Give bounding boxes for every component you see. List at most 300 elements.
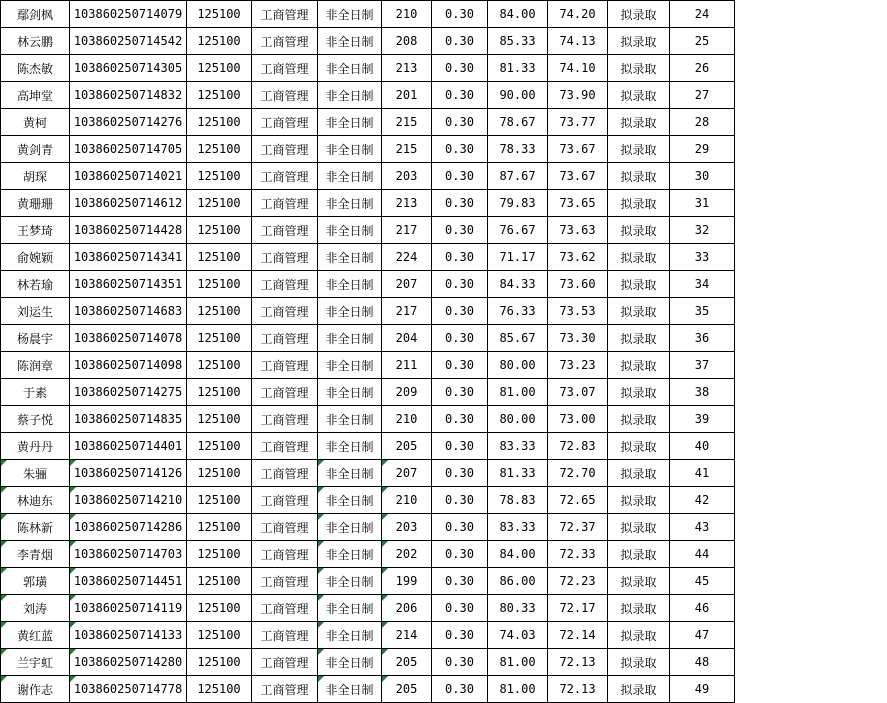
cell-weight[interactable]	[432, 676, 488, 703]
cell-study-mode[interactable]	[318, 460, 382, 487]
cell-study-mode[interactable]	[318, 595, 382, 622]
cell-prelim-score[interactable]	[382, 460, 432, 487]
cell-status[interactable]	[608, 406, 670, 433]
cell-status[interactable]	[608, 622, 670, 649]
cell-study-mode[interactable]	[318, 406, 382, 433]
cell-total-score[interactable]	[548, 622, 608, 649]
cell-name[interactable]	[1, 136, 70, 163]
cell-prelim-score[interactable]	[382, 271, 432, 298]
cell-status[interactable]	[608, 136, 670, 163]
cell-name[interactable]	[1, 406, 70, 433]
cell-study-mode[interactable]	[318, 109, 382, 136]
cell-interview-score[interactable]	[488, 28, 548, 55]
cell-interview-score[interactable]	[488, 55, 548, 82]
cell-rank[interactable]	[670, 649, 735, 676]
cell-total-score[interactable]	[548, 352, 608, 379]
table-row[interactable]	[1, 676, 735, 703]
cell-exam-id[interactable]	[70, 109, 187, 136]
cell-interview-score[interactable]	[488, 109, 548, 136]
cell-weight[interactable]	[432, 514, 488, 541]
cell-status[interactable]	[608, 190, 670, 217]
cell-status[interactable]	[608, 676, 670, 703]
cell-prelim-score[interactable]	[382, 379, 432, 406]
table-row[interactable]	[1, 82, 735, 109]
cell-total-score[interactable]	[548, 190, 608, 217]
cell-interview-score[interactable]	[488, 163, 548, 190]
cell-name[interactable]	[1, 622, 70, 649]
cell-major-code[interactable]	[187, 244, 252, 271]
cell-prelim-score[interactable]	[382, 136, 432, 163]
cell-study-mode[interactable]	[318, 487, 382, 514]
cell-exam-id[interactable]	[70, 649, 187, 676]
cell-weight[interactable]	[432, 136, 488, 163]
cell-major[interactable]	[252, 352, 318, 379]
cell-major-code[interactable]	[187, 217, 252, 244]
cell-exam-id[interactable]	[70, 325, 187, 352]
cell-study-mode[interactable]	[318, 352, 382, 379]
cell-major-code[interactable]	[187, 28, 252, 55]
cell-major[interactable]	[252, 622, 318, 649]
cell-status[interactable]	[608, 109, 670, 136]
cell-interview-score[interactable]	[488, 622, 548, 649]
cell-weight[interactable]	[432, 1, 488, 28]
cell-prelim-score[interactable]	[382, 595, 432, 622]
cell-major-code[interactable]	[187, 406, 252, 433]
cell-weight[interactable]	[432, 649, 488, 676]
cell-name[interactable]	[1, 460, 70, 487]
cell-exam-id[interactable]	[70, 298, 187, 325]
cell-total-score[interactable]	[548, 595, 608, 622]
cell-major-code[interactable]	[187, 541, 252, 568]
cell-name[interactable]	[1, 649, 70, 676]
cell-major[interactable]	[252, 649, 318, 676]
cell-major-code[interactable]	[187, 676, 252, 703]
cell-prelim-score[interactable]	[382, 568, 432, 595]
cell-rank[interactable]	[670, 487, 735, 514]
cell-status[interactable]	[608, 55, 670, 82]
cell-prelim-score[interactable]	[382, 514, 432, 541]
cell-status[interactable]	[608, 379, 670, 406]
cell-prelim-score[interactable]	[382, 55, 432, 82]
cell-exam-id[interactable]	[70, 1, 187, 28]
table-row[interactable]	[1, 433, 735, 460]
cell-major-code[interactable]	[187, 109, 252, 136]
cell-major-code[interactable]	[187, 325, 252, 352]
cell-study-mode[interactable]	[318, 676, 382, 703]
cell-weight[interactable]	[432, 325, 488, 352]
cell-status[interactable]	[608, 514, 670, 541]
cell-prelim-score[interactable]	[382, 163, 432, 190]
cell-exam-id[interactable]	[70, 487, 187, 514]
cell-total-score[interactable]	[548, 271, 608, 298]
table-row[interactable]	[1, 568, 735, 595]
cell-major[interactable]	[252, 487, 318, 514]
table-row[interactable]	[1, 271, 735, 298]
cell-interview-score[interactable]	[488, 514, 548, 541]
table-row[interactable]	[1, 109, 735, 136]
cell-study-mode[interactable]	[318, 568, 382, 595]
cell-study-mode[interactable]	[318, 622, 382, 649]
cell-total-score[interactable]	[548, 163, 608, 190]
table-row[interactable]	[1, 406, 735, 433]
table-row[interactable]	[1, 244, 735, 271]
cell-major[interactable]	[252, 109, 318, 136]
cell-total-score[interactable]	[548, 649, 608, 676]
cell-status[interactable]	[608, 1, 670, 28]
cell-name[interactable]	[1, 217, 70, 244]
cell-interview-score[interactable]	[488, 136, 548, 163]
cell-study-mode[interactable]	[318, 1, 382, 28]
cell-weight[interactable]	[432, 622, 488, 649]
cell-interview-score[interactable]	[488, 352, 548, 379]
cell-major-code[interactable]	[187, 649, 252, 676]
cell-name[interactable]	[1, 568, 70, 595]
cell-name[interactable]	[1, 676, 70, 703]
cell-status[interactable]	[608, 487, 670, 514]
cell-name[interactable]	[1, 433, 70, 460]
cell-major[interactable]	[252, 163, 318, 190]
table-row[interactable]	[1, 190, 735, 217]
cell-exam-id[interactable]	[70, 676, 187, 703]
cell-exam-id[interactable]	[70, 460, 187, 487]
cell-prelim-score[interactable]	[382, 676, 432, 703]
cell-prelim-score[interactable]	[382, 352, 432, 379]
cell-prelim-score[interactable]	[382, 325, 432, 352]
cell-weight[interactable]	[432, 487, 488, 514]
cell-weight[interactable]	[432, 271, 488, 298]
cell-name[interactable]	[1, 244, 70, 271]
cell-total-score[interactable]	[548, 541, 608, 568]
cell-exam-id[interactable]	[70, 217, 187, 244]
cell-name[interactable]	[1, 82, 70, 109]
cell-interview-score[interactable]	[488, 433, 548, 460]
cell-total-score[interactable]	[548, 109, 608, 136]
cell-weight[interactable]	[432, 82, 488, 109]
table-row[interactable]	[1, 217, 735, 244]
cell-status[interactable]	[608, 649, 670, 676]
table-row[interactable]	[1, 136, 735, 163]
cell-study-mode[interactable]	[318, 433, 382, 460]
cell-status[interactable]	[608, 325, 670, 352]
cell-interview-score[interactable]	[488, 190, 548, 217]
table-row[interactable]	[1, 460, 735, 487]
cell-total-score[interactable]	[548, 82, 608, 109]
cell-major[interactable]	[252, 55, 318, 82]
cell-status[interactable]	[608, 244, 670, 271]
cell-name[interactable]	[1, 325, 70, 352]
cell-interview-score[interactable]	[488, 82, 548, 109]
cell-total-score[interactable]	[548, 514, 608, 541]
cell-interview-score[interactable]	[488, 244, 548, 271]
cell-status[interactable]	[608, 595, 670, 622]
cell-status[interactable]	[608, 433, 670, 460]
cell-exam-id[interactable]	[70, 244, 187, 271]
table-row[interactable]	[1, 163, 735, 190]
cell-rank[interactable]	[670, 622, 735, 649]
cell-status[interactable]	[608, 82, 670, 109]
table-row[interactable]	[1, 649, 735, 676]
cell-total-score[interactable]	[548, 487, 608, 514]
cell-interview-score[interactable]	[488, 649, 548, 676]
cell-total-score[interactable]	[548, 244, 608, 271]
table-row[interactable]	[1, 541, 735, 568]
table-row[interactable]	[1, 298, 735, 325]
cell-major[interactable]	[252, 433, 318, 460]
cell-weight[interactable]	[432, 568, 488, 595]
cell-major-code[interactable]	[187, 487, 252, 514]
cell-name[interactable]	[1, 190, 70, 217]
cell-prelim-score[interactable]	[382, 622, 432, 649]
cell-exam-id[interactable]	[70, 622, 187, 649]
cell-name[interactable]	[1, 595, 70, 622]
cell-weight[interactable]	[432, 433, 488, 460]
cell-name[interactable]	[1, 28, 70, 55]
cell-rank[interactable]	[670, 379, 735, 406]
cell-exam-id[interactable]	[70, 433, 187, 460]
cell-major-code[interactable]	[187, 379, 252, 406]
cell-weight[interactable]	[432, 28, 488, 55]
cell-major-code[interactable]	[187, 163, 252, 190]
table-row[interactable]	[1, 487, 735, 514]
cell-weight[interactable]	[432, 190, 488, 217]
table-row[interactable]	[1, 1, 735, 28]
cell-exam-id[interactable]	[70, 568, 187, 595]
cell-major[interactable]	[252, 217, 318, 244]
cell-major[interactable]	[252, 28, 318, 55]
cell-weight[interactable]	[432, 298, 488, 325]
cell-status[interactable]	[608, 217, 670, 244]
cell-study-mode[interactable]	[318, 649, 382, 676]
cell-study-mode[interactable]	[318, 514, 382, 541]
cell-study-mode[interactable]	[318, 271, 382, 298]
cell-name[interactable]	[1, 487, 70, 514]
cell-weight[interactable]	[432, 217, 488, 244]
cell-rank[interactable]	[670, 568, 735, 595]
cell-interview-score[interactable]	[488, 595, 548, 622]
cell-weight[interactable]	[432, 244, 488, 271]
cell-major[interactable]	[252, 298, 318, 325]
cell-name[interactable]	[1, 109, 70, 136]
cell-prelim-score[interactable]	[382, 487, 432, 514]
cell-major-code[interactable]	[187, 460, 252, 487]
cell-rank[interactable]	[670, 541, 735, 568]
cell-total-score[interactable]	[548, 325, 608, 352]
cell-interview-score[interactable]	[488, 379, 548, 406]
cell-major[interactable]	[252, 379, 318, 406]
cell-rank[interactable]	[670, 163, 735, 190]
cell-prelim-score[interactable]	[382, 541, 432, 568]
cell-name[interactable]	[1, 55, 70, 82]
cell-major-code[interactable]	[187, 136, 252, 163]
cell-exam-id[interactable]	[70, 271, 187, 298]
cell-prelim-score[interactable]	[382, 190, 432, 217]
cell-major-code[interactable]	[187, 298, 252, 325]
cell-total-score[interactable]	[548, 568, 608, 595]
cell-total-score[interactable]	[548, 298, 608, 325]
cell-weight[interactable]	[432, 406, 488, 433]
cell-status[interactable]	[608, 460, 670, 487]
cell-rank[interactable]	[670, 406, 735, 433]
cell-study-mode[interactable]	[318, 298, 382, 325]
cell-major[interactable]	[252, 514, 318, 541]
cell-rank[interactable]	[670, 190, 735, 217]
cell-rank[interactable]	[670, 514, 735, 541]
cell-rank[interactable]	[670, 271, 735, 298]
cell-interview-score[interactable]	[488, 406, 548, 433]
cell-major-code[interactable]	[187, 271, 252, 298]
cell-total-score[interactable]	[548, 28, 608, 55]
cell-interview-score[interactable]	[488, 487, 548, 514]
cell-study-mode[interactable]	[318, 244, 382, 271]
cell-exam-id[interactable]	[70, 514, 187, 541]
cell-major[interactable]	[252, 190, 318, 217]
cell-total-score[interactable]	[548, 676, 608, 703]
cell-major[interactable]	[252, 406, 318, 433]
cell-weight[interactable]	[432, 595, 488, 622]
cell-total-score[interactable]	[548, 460, 608, 487]
table-row[interactable]	[1, 379, 735, 406]
cell-study-mode[interactable]	[318, 325, 382, 352]
cell-prelim-score[interactable]	[382, 28, 432, 55]
cell-name[interactable]	[1, 1, 70, 28]
cell-exam-id[interactable]	[70, 28, 187, 55]
cell-exam-id[interactable]	[70, 406, 187, 433]
cell-prelim-score[interactable]	[382, 244, 432, 271]
cell-rank[interactable]	[670, 136, 735, 163]
cell-name[interactable]	[1, 163, 70, 190]
cell-major-code[interactable]	[187, 514, 252, 541]
cell-prelim-score[interactable]	[382, 109, 432, 136]
cell-major-code[interactable]	[187, 55, 252, 82]
cell-prelim-score[interactable]	[382, 298, 432, 325]
table-row[interactable]	[1, 595, 735, 622]
cell-total-score[interactable]	[548, 217, 608, 244]
cell-study-mode[interactable]	[318, 163, 382, 190]
cell-rank[interactable]	[670, 28, 735, 55]
cell-name[interactable]	[1, 379, 70, 406]
cell-weight[interactable]	[432, 55, 488, 82]
cell-total-score[interactable]	[548, 55, 608, 82]
cell-major[interactable]	[252, 460, 318, 487]
cell-major[interactable]	[252, 244, 318, 271]
cell-exam-id[interactable]	[70, 352, 187, 379]
cell-exam-id[interactable]	[70, 541, 187, 568]
cell-exam-id[interactable]	[70, 595, 187, 622]
cell-status[interactable]	[608, 298, 670, 325]
cell-status[interactable]	[608, 568, 670, 595]
cell-prelim-score[interactable]	[382, 82, 432, 109]
table-row[interactable]	[1, 55, 735, 82]
cell-major[interactable]	[252, 595, 318, 622]
cell-prelim-score[interactable]	[382, 433, 432, 460]
cell-major-code[interactable]	[187, 622, 252, 649]
cell-name[interactable]	[1, 352, 70, 379]
cell-interview-score[interactable]	[488, 541, 548, 568]
table-row[interactable]	[1, 622, 735, 649]
table-row[interactable]	[1, 28, 735, 55]
cell-status[interactable]	[608, 541, 670, 568]
cell-name[interactable]	[1, 514, 70, 541]
cell-study-mode[interactable]	[318, 28, 382, 55]
cell-major[interactable]	[252, 541, 318, 568]
cell-weight[interactable]	[432, 541, 488, 568]
cell-study-mode[interactable]	[318, 379, 382, 406]
cell-major-code[interactable]	[187, 595, 252, 622]
cell-interview-score[interactable]	[488, 676, 548, 703]
cell-major-code[interactable]	[187, 352, 252, 379]
cell-major-code[interactable]	[187, 568, 252, 595]
cell-rank[interactable]	[670, 325, 735, 352]
cell-status[interactable]	[608, 163, 670, 190]
cell-name[interactable]	[1, 271, 70, 298]
cell-study-mode[interactable]	[318, 190, 382, 217]
cell-rank[interactable]	[670, 595, 735, 622]
cell-study-mode[interactable]	[318, 217, 382, 244]
cell-interview-score[interactable]	[488, 217, 548, 244]
cell-prelim-score[interactable]	[382, 1, 432, 28]
cell-rank[interactable]	[670, 1, 735, 28]
cell-major[interactable]	[252, 136, 318, 163]
cell-exam-id[interactable]	[70, 82, 187, 109]
cell-rank[interactable]	[670, 217, 735, 244]
cell-weight[interactable]	[432, 163, 488, 190]
cell-rank[interactable]	[670, 676, 735, 703]
cell-rank[interactable]	[670, 109, 735, 136]
cell-major[interactable]	[252, 325, 318, 352]
cell-interview-score[interactable]	[488, 271, 548, 298]
cell-total-score[interactable]	[548, 379, 608, 406]
cell-major-code[interactable]	[187, 82, 252, 109]
cell-exam-id[interactable]	[70, 136, 187, 163]
cell-major-code[interactable]	[187, 190, 252, 217]
cell-major[interactable]	[252, 676, 318, 703]
cell-prelim-score[interactable]	[382, 649, 432, 676]
cell-total-score[interactable]	[548, 1, 608, 28]
cell-study-mode[interactable]	[318, 82, 382, 109]
cell-weight[interactable]	[432, 379, 488, 406]
cell-interview-score[interactable]	[488, 568, 548, 595]
cell-study-mode[interactable]	[318, 541, 382, 568]
cell-interview-score[interactable]	[488, 298, 548, 325]
cell-major[interactable]	[252, 82, 318, 109]
cell-rank[interactable]	[670, 352, 735, 379]
cell-major[interactable]	[252, 1, 318, 28]
cell-total-score[interactable]	[548, 406, 608, 433]
cell-weight[interactable]	[432, 109, 488, 136]
cell-major-code[interactable]	[187, 433, 252, 460]
cell-interview-score[interactable]	[488, 460, 548, 487]
cell-prelim-score[interactable]	[382, 406, 432, 433]
table-row[interactable]	[1, 352, 735, 379]
cell-weight[interactable]	[432, 352, 488, 379]
cell-exam-id[interactable]	[70, 163, 187, 190]
cell-total-score[interactable]	[548, 136, 608, 163]
cell-status[interactable]	[608, 352, 670, 379]
cell-weight[interactable]	[432, 460, 488, 487]
cell-major-code[interactable]	[187, 1, 252, 28]
cell-study-mode[interactable]	[318, 136, 382, 163]
cell-exam-id[interactable]	[70, 379, 187, 406]
cell-rank[interactable]	[670, 298, 735, 325]
cell-name[interactable]	[1, 541, 70, 568]
table-row[interactable]	[1, 514, 735, 541]
cell-study-mode[interactable]	[318, 55, 382, 82]
cell-name[interactable]	[1, 298, 70, 325]
cell-major[interactable]	[252, 568, 318, 595]
cell-total-score[interactable]	[548, 433, 608, 460]
cell-exam-id[interactable]	[70, 55, 187, 82]
cell-interview-score[interactable]	[488, 1, 548, 28]
